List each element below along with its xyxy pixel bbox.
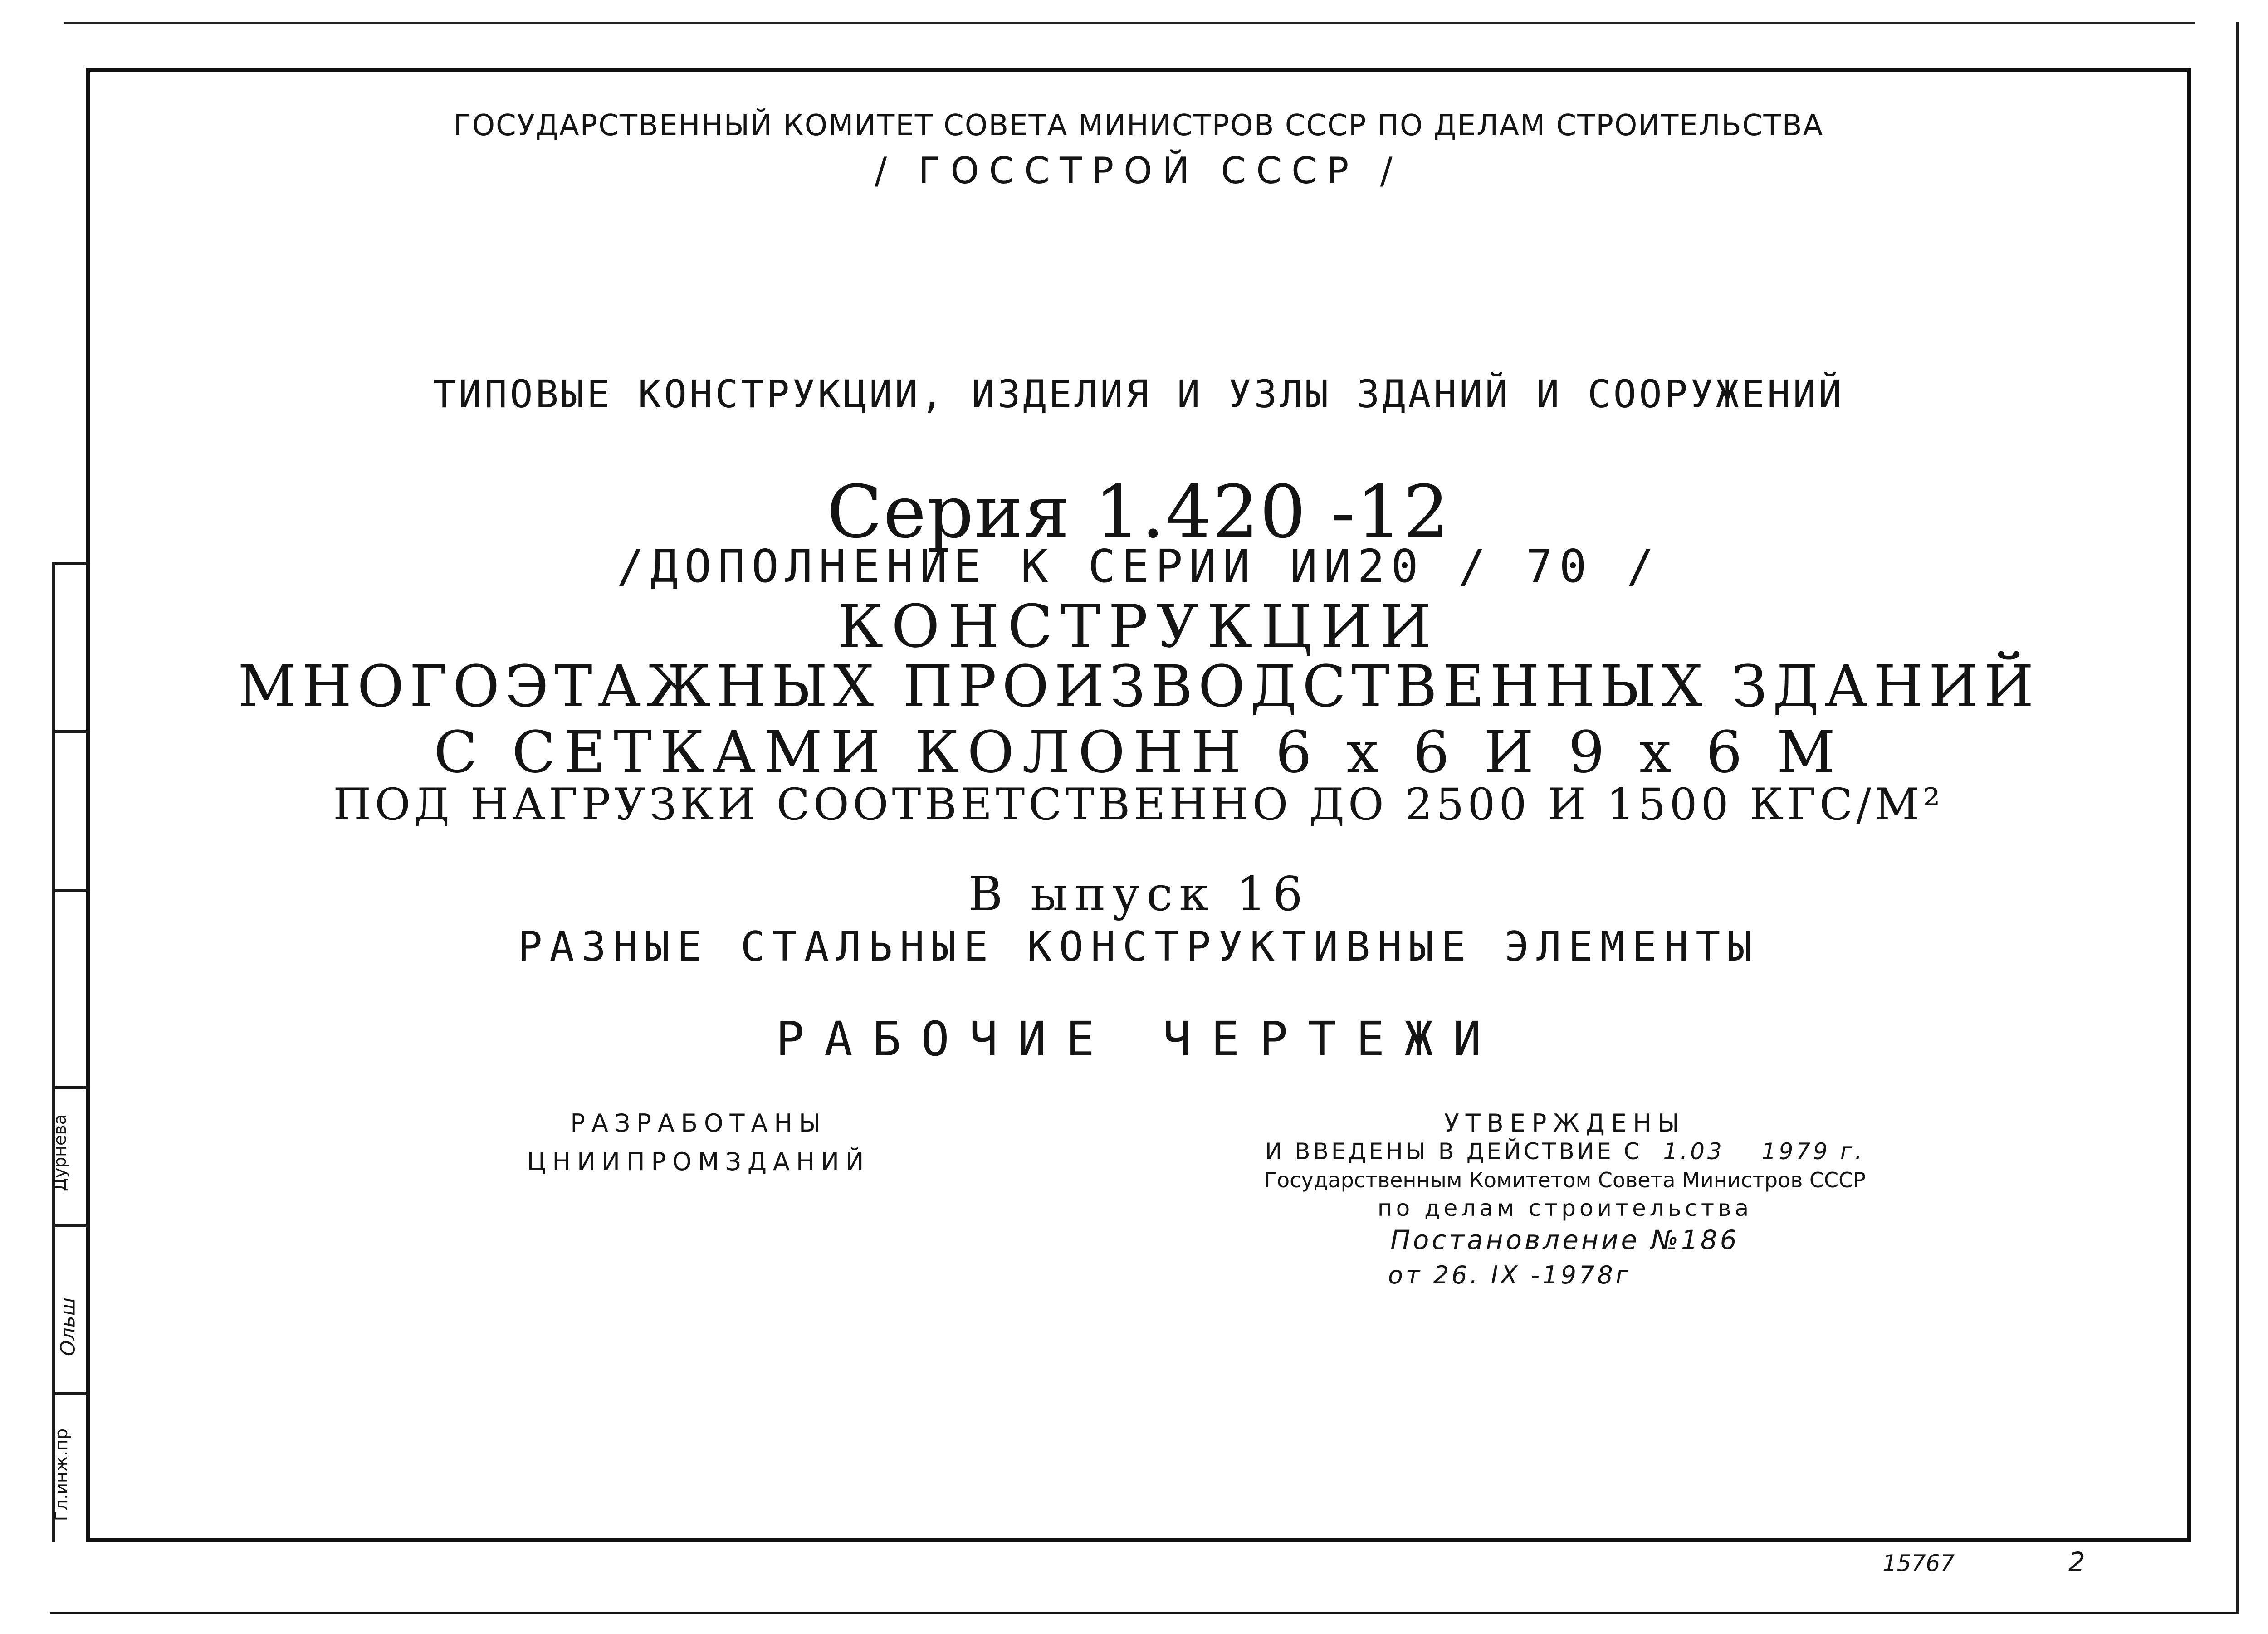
approved-label: УТВЕРЖДЕНЫ: [1444, 1109, 1686, 1137]
series-supplement: /ДОПОЛНЕНИЕ К СЕРИИ ИИ20 / 70 /: [616, 540, 1661, 593]
side-stamp-divider: [52, 1224, 88, 1227]
approved-effective-line: [1179, 1138, 1950, 1165]
side-stamp-signature: Ольш: [56, 1297, 80, 1356]
approved-effective-date: 1.03: [1663, 1138, 1725, 1165]
title-line-2: МНОГОЭТАЖНЫХ ПРОИЗВОДСТВЕННЫХ ЗДАНИЙ: [238, 653, 2039, 720]
bottom-edge-line: [50, 1612, 2236, 1614]
document-heading: ТИПОВЫЕ КОНСТРУКЦИИ, ИЗДЕЛИЯ И УЗЛЫ ЗДАНИЙ И СООРУЖЕНИЙ: [433, 372, 1844, 416]
side-stamp-divider: [52, 1392, 88, 1395]
right-edge-line: [2236, 22, 2239, 1614]
decree-date: от 26. IX -1978г: [1388, 1261, 1632, 1289]
side-stamp-divider: [52, 562, 88, 565]
loads-line: ПОД НАГРУЗКИ СООТВЕТСТВЕННО ДО 2500 И 1500 КГС/М²: [333, 779, 1944, 830]
side-stamp-divider: [52, 730, 88, 733]
organization-short: / ГОССТРОЙ СССР /: [875, 150, 1403, 192]
organization-line: ГОСУДАРСТВЕННЫЙ КОМИТЕТ СОВЕТА МИНИСТРОВ СССР ПО ДЕЛАМ СТРОИТЕЛЬСТВА: [453, 109, 1824, 142]
developed-label: РАЗРАБОТАНЫ: [570, 1109, 827, 1137]
approving-authority-scope: по делам строительства: [1377, 1195, 1753, 1221]
developer-org: ЦНИИПРОМЗДАНИЙ: [527, 1147, 870, 1176]
approving-authority: Государственным Комитетом Совета Министров СССР: [1264, 1168, 1866, 1192]
title-line-1: КОНСТРУКЦИИ: [837, 592, 1440, 661]
title-line-3: С СЕТКАМИ КОЛОНН 6 х 6 И 9 х 6 М: [434, 719, 1843, 785]
decree-number: Постановление №186: [1390, 1224, 1740, 1255]
document-number: 15767: [1882, 1550, 1955, 1576]
working-drawings-label: РАБОЧИЕ ЧЕРТЕЖИ: [776, 1011, 1501, 1067]
approved-effective-year: 1979 г.: [1761, 1138, 1865, 1165]
top-edge-line: [64, 22, 2195, 24]
side-stamp-outer-line: [52, 562, 55, 1542]
side-stamp-role: Гл.инж.пр: [51, 1428, 71, 1522]
side-stamp-name: Дурнева: [50, 1114, 70, 1192]
approved-effective-prefix: И ВВЕДЕНЫ В ДЕЙСТВИЕ С: [1265, 1138, 1642, 1165]
issue-number: В ыпуск 16: [968, 866, 1309, 922]
issue-title: РАЗНЫЕ СТАЛЬНЫЕ КОНСТРУКТИВНЫЕ ЭЛЕМЕНТЫ: [518, 923, 1760, 971]
sheet-number: 2: [2068, 1546, 2085, 1577]
side-stamp-divider: [52, 889, 88, 892]
series-number: Серия 1.420 -12: [826, 469, 1451, 554]
